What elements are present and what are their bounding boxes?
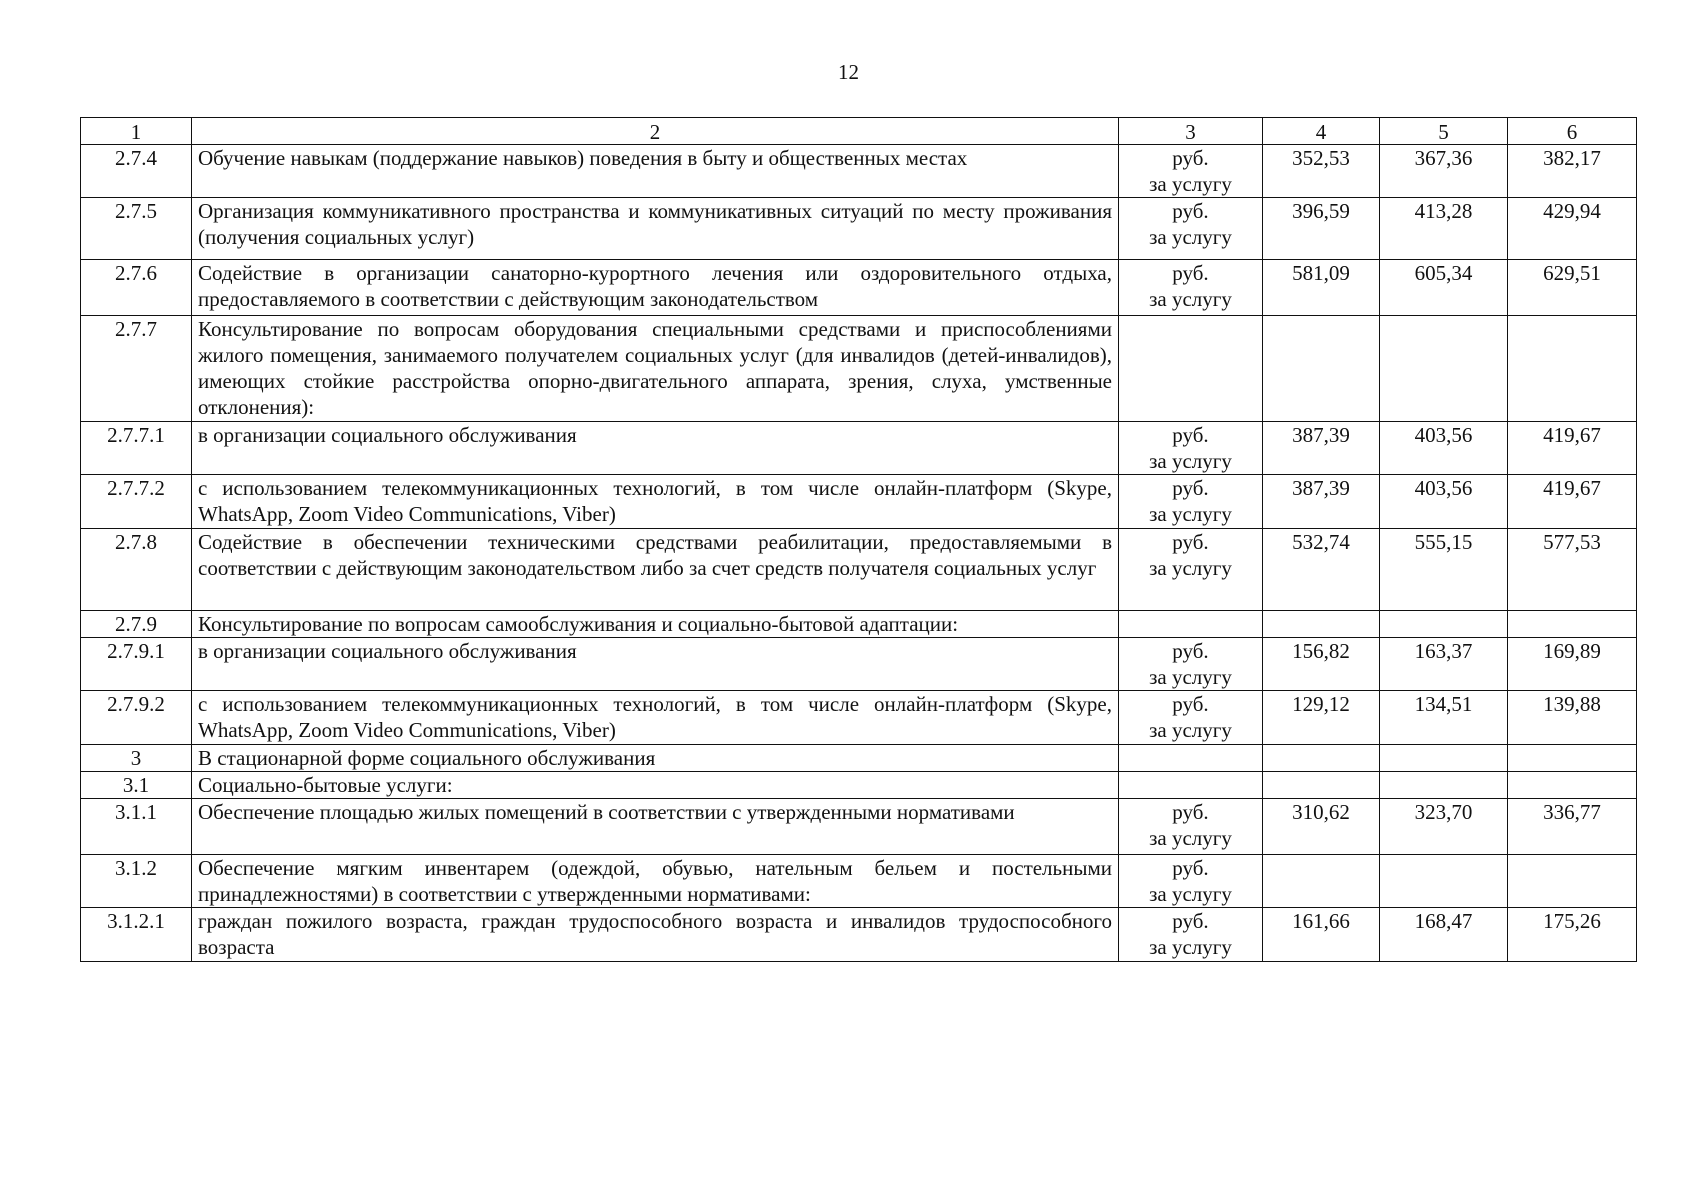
row-value-col5: 367,36	[1380, 145, 1508, 198]
row-description: Обучение навыкам (поддержание навыков) поведения в быту и общественных местах	[192, 145, 1119, 198]
unit-currency: руб.	[1172, 476, 1209, 500]
unit-per-service: за услугу	[1149, 935, 1232, 959]
row-value-col4: 387,39	[1263, 475, 1380, 529]
row-value-col6	[1508, 855, 1637, 908]
unit-currency: руб.	[1172, 199, 1209, 223]
table-row	[81, 908, 1637, 962]
row-value-col6: 169,89	[1508, 638, 1637, 691]
row-value-col6: 382,17	[1508, 145, 1637, 198]
row-value-col5: 168,47	[1380, 908, 1508, 962]
row-value-col5: 605,34	[1380, 260, 1508, 316]
row-value-col6	[1508, 611, 1637, 638]
row-value-col6: 577,53	[1508, 529, 1637, 611]
table-row	[81, 145, 1637, 198]
row-value-col4: 581,09	[1263, 260, 1380, 316]
table-row	[81, 691, 1637, 745]
row-value-col4	[1263, 855, 1380, 908]
row-value-col6: 629,51	[1508, 260, 1637, 316]
table-row	[81, 855, 1637, 908]
row-value-col4: 352,53	[1263, 145, 1380, 198]
unit-currency: руб.	[1172, 856, 1209, 880]
header-cell-3: 3	[1119, 118, 1263, 145]
row-number: 3.1.2	[81, 855, 192, 908]
row-description: граждан пожилого возраста, граждан трудоспособного возраста и инвалидов трудоспособного возраста	[192, 908, 1119, 962]
unit-currency: руб.	[1172, 692, 1209, 716]
row-number: 2.7.6	[81, 260, 192, 316]
row-value-col5: 413,28	[1380, 198, 1508, 260]
row-value-col4	[1263, 745, 1380, 772]
row-value-col5	[1380, 611, 1508, 638]
row-value-col6	[1508, 745, 1637, 772]
unit-currency: руб.	[1172, 909, 1209, 933]
row-value-col4: 387,39	[1263, 422, 1380, 475]
table-header-row	[81, 118, 1637, 145]
row-number: 2.7.8	[81, 529, 192, 611]
unit-per-service: за услугу	[1149, 225, 1232, 249]
header-cell-1: 1	[81, 118, 192, 145]
unit-currency: руб.	[1172, 146, 1209, 170]
row-value-col5: 134,51	[1380, 691, 1508, 745]
row-unit	[1119, 316, 1263, 422]
row-description: Организация коммуникативного пространства и коммуникативных ситуаций по месту проживания (получения социальных услуг)	[192, 198, 1119, 260]
row-unit	[1119, 799, 1263, 855]
row-value-col5: 403,56	[1380, 422, 1508, 475]
row-value-col5	[1380, 855, 1508, 908]
row-value-col4: 310,62	[1263, 799, 1380, 855]
row-description: Содействие в обеспечении техническими средствами реабилитации, предоставляемыми в соответствии с действующим законодательством либо за счет средств получателя социальных услуг	[192, 529, 1119, 611]
row-description: с использованием телекоммуникационных технологий, в том числе онлайн-платформ (Skype, WhatsApp, Zoom Video Communications, Viber)	[192, 691, 1119, 745]
table-row	[81, 529, 1637, 611]
unit-per-service: за услугу	[1149, 556, 1232, 580]
row-description: Содействие в организации санаторно-курортного лечения или оздоровительного отдыха, предоставляемого в соответствии с действующим законодательством	[192, 260, 1119, 316]
row-number: 2.7.7.1	[81, 422, 192, 475]
row-unit	[1119, 260, 1263, 316]
row-value-col5: 163,37	[1380, 638, 1508, 691]
row-unit	[1119, 145, 1263, 198]
row-unit	[1119, 611, 1263, 638]
row-value-col5	[1380, 316, 1508, 422]
row-description: в организации социального обслуживания	[192, 638, 1119, 691]
row-value-col5	[1380, 772, 1508, 799]
header-cell-6: 6	[1508, 118, 1637, 145]
row-description: Консультирование по вопросам самообслуживания и социально-бытовой адаптации:	[192, 611, 1119, 638]
row-value-col4: 161,66	[1263, 908, 1380, 962]
row-value-col6: 175,26	[1508, 908, 1637, 962]
row-number: 2.7.9	[81, 611, 192, 638]
row-unit	[1119, 638, 1263, 691]
header-cell-5: 5	[1380, 118, 1508, 145]
unit-per-service: за услугу	[1149, 502, 1232, 526]
row-number: 2.7.7.2	[81, 475, 192, 529]
row-value-col4	[1263, 316, 1380, 422]
row-value-col6: 419,67	[1508, 475, 1637, 529]
row-number: 2.7.7	[81, 316, 192, 422]
header-cell-4: 4	[1263, 118, 1380, 145]
row-unit	[1119, 691, 1263, 745]
table-row	[81, 611, 1637, 638]
unit-currency: руб.	[1172, 423, 1209, 447]
unit-currency: руб.	[1172, 530, 1209, 554]
row-value-col6: 336,77	[1508, 799, 1637, 855]
row-number: 3.1.2.1	[81, 908, 192, 962]
row-number: 2.7.4	[81, 145, 192, 198]
unit-currency: руб.	[1172, 261, 1209, 285]
row-value-col5: 403,56	[1380, 475, 1508, 529]
row-description: В стационарной форме социального обслуживания	[192, 745, 1119, 772]
header-cell-2: 2	[192, 118, 1119, 145]
row-description: Социально-бытовые услуги:	[192, 772, 1119, 799]
table-row	[81, 799, 1637, 855]
row-unit	[1119, 745, 1263, 772]
row-unit	[1119, 908, 1263, 962]
row-unit	[1119, 772, 1263, 799]
row-value-col5: 323,70	[1380, 799, 1508, 855]
row-unit	[1119, 855, 1263, 908]
unit-per-service: за услугу	[1149, 718, 1232, 742]
row-number: 2.7.9.1	[81, 638, 192, 691]
unit-currency: руб.	[1172, 639, 1209, 663]
row-value-col4: 396,59	[1263, 198, 1380, 260]
row-value-col4: 532,74	[1263, 529, 1380, 611]
row-description: Обеспечение площадью жилых помещений в соответствии с утвержденными нормативами	[192, 799, 1119, 855]
row-description: в организации социального обслуживания	[192, 422, 1119, 475]
table-row	[81, 475, 1637, 529]
row-value-col4	[1263, 772, 1380, 799]
unit-per-service: за услугу	[1149, 172, 1232, 196]
row-value-col4: 129,12	[1263, 691, 1380, 745]
row-unit	[1119, 475, 1263, 529]
unit-per-service: за услугу	[1149, 665, 1232, 689]
unit-per-service: за услугу	[1149, 449, 1232, 473]
page-number: 12	[838, 60, 859, 84]
unit-currency: руб.	[1172, 800, 1209, 824]
unit-per-service: за услугу	[1149, 826, 1232, 850]
table-row	[81, 745, 1637, 772]
row-value-col6	[1508, 772, 1637, 799]
table-row	[81, 772, 1637, 799]
row-value-col6	[1508, 316, 1637, 422]
row-value-col4: 156,82	[1263, 638, 1380, 691]
row-number: 3	[81, 745, 192, 772]
table-row	[81, 198, 1637, 260]
row-value-col6: 139,88	[1508, 691, 1637, 745]
table-row	[81, 638, 1637, 691]
row-value-col6: 419,67	[1508, 422, 1637, 475]
row-number: 3.1	[81, 772, 192, 799]
row-value-col5	[1380, 745, 1508, 772]
unit-per-service: за услугу	[1149, 882, 1232, 906]
tariff-table	[80, 117, 1637, 962]
unit-per-service: за услугу	[1149, 287, 1232, 311]
row-number: 2.7.5	[81, 198, 192, 260]
table-row	[81, 260, 1637, 316]
table-row	[81, 316, 1637, 422]
row-unit	[1119, 529, 1263, 611]
row-description: Обеспечение мягким инвентарем (одеждой, обувью, нательным бельем и постельными принадлежностями) в соответствии с утвержденными нормативами:	[192, 855, 1119, 908]
table-row	[81, 422, 1637, 475]
row-number: 3.1.1	[81, 799, 192, 855]
row-unit	[1119, 422, 1263, 475]
row-value-col5: 555,15	[1380, 529, 1508, 611]
row-unit	[1119, 198, 1263, 260]
row-description: с использованием телекоммуникационных технологий, в том числе онлайн-платформ (Skype, WhatsApp, Zoom Video Communications, Viber)	[192, 475, 1119, 529]
row-value-col4	[1263, 611, 1380, 638]
row-description: Консультирование по вопросам оборудования специальными средствами и приспособлениями жилого помещения, занимаемого получателем социальных услуг (для инвалидов (детей-инвалидов), имеющих стойкие расстройства опорно-двигательного аппарата, зрения, слуха, умственные отклонения):	[192, 316, 1119, 422]
row-value-col6: 429,94	[1508, 198, 1637, 260]
row-number: 2.7.9.2	[81, 691, 192, 745]
